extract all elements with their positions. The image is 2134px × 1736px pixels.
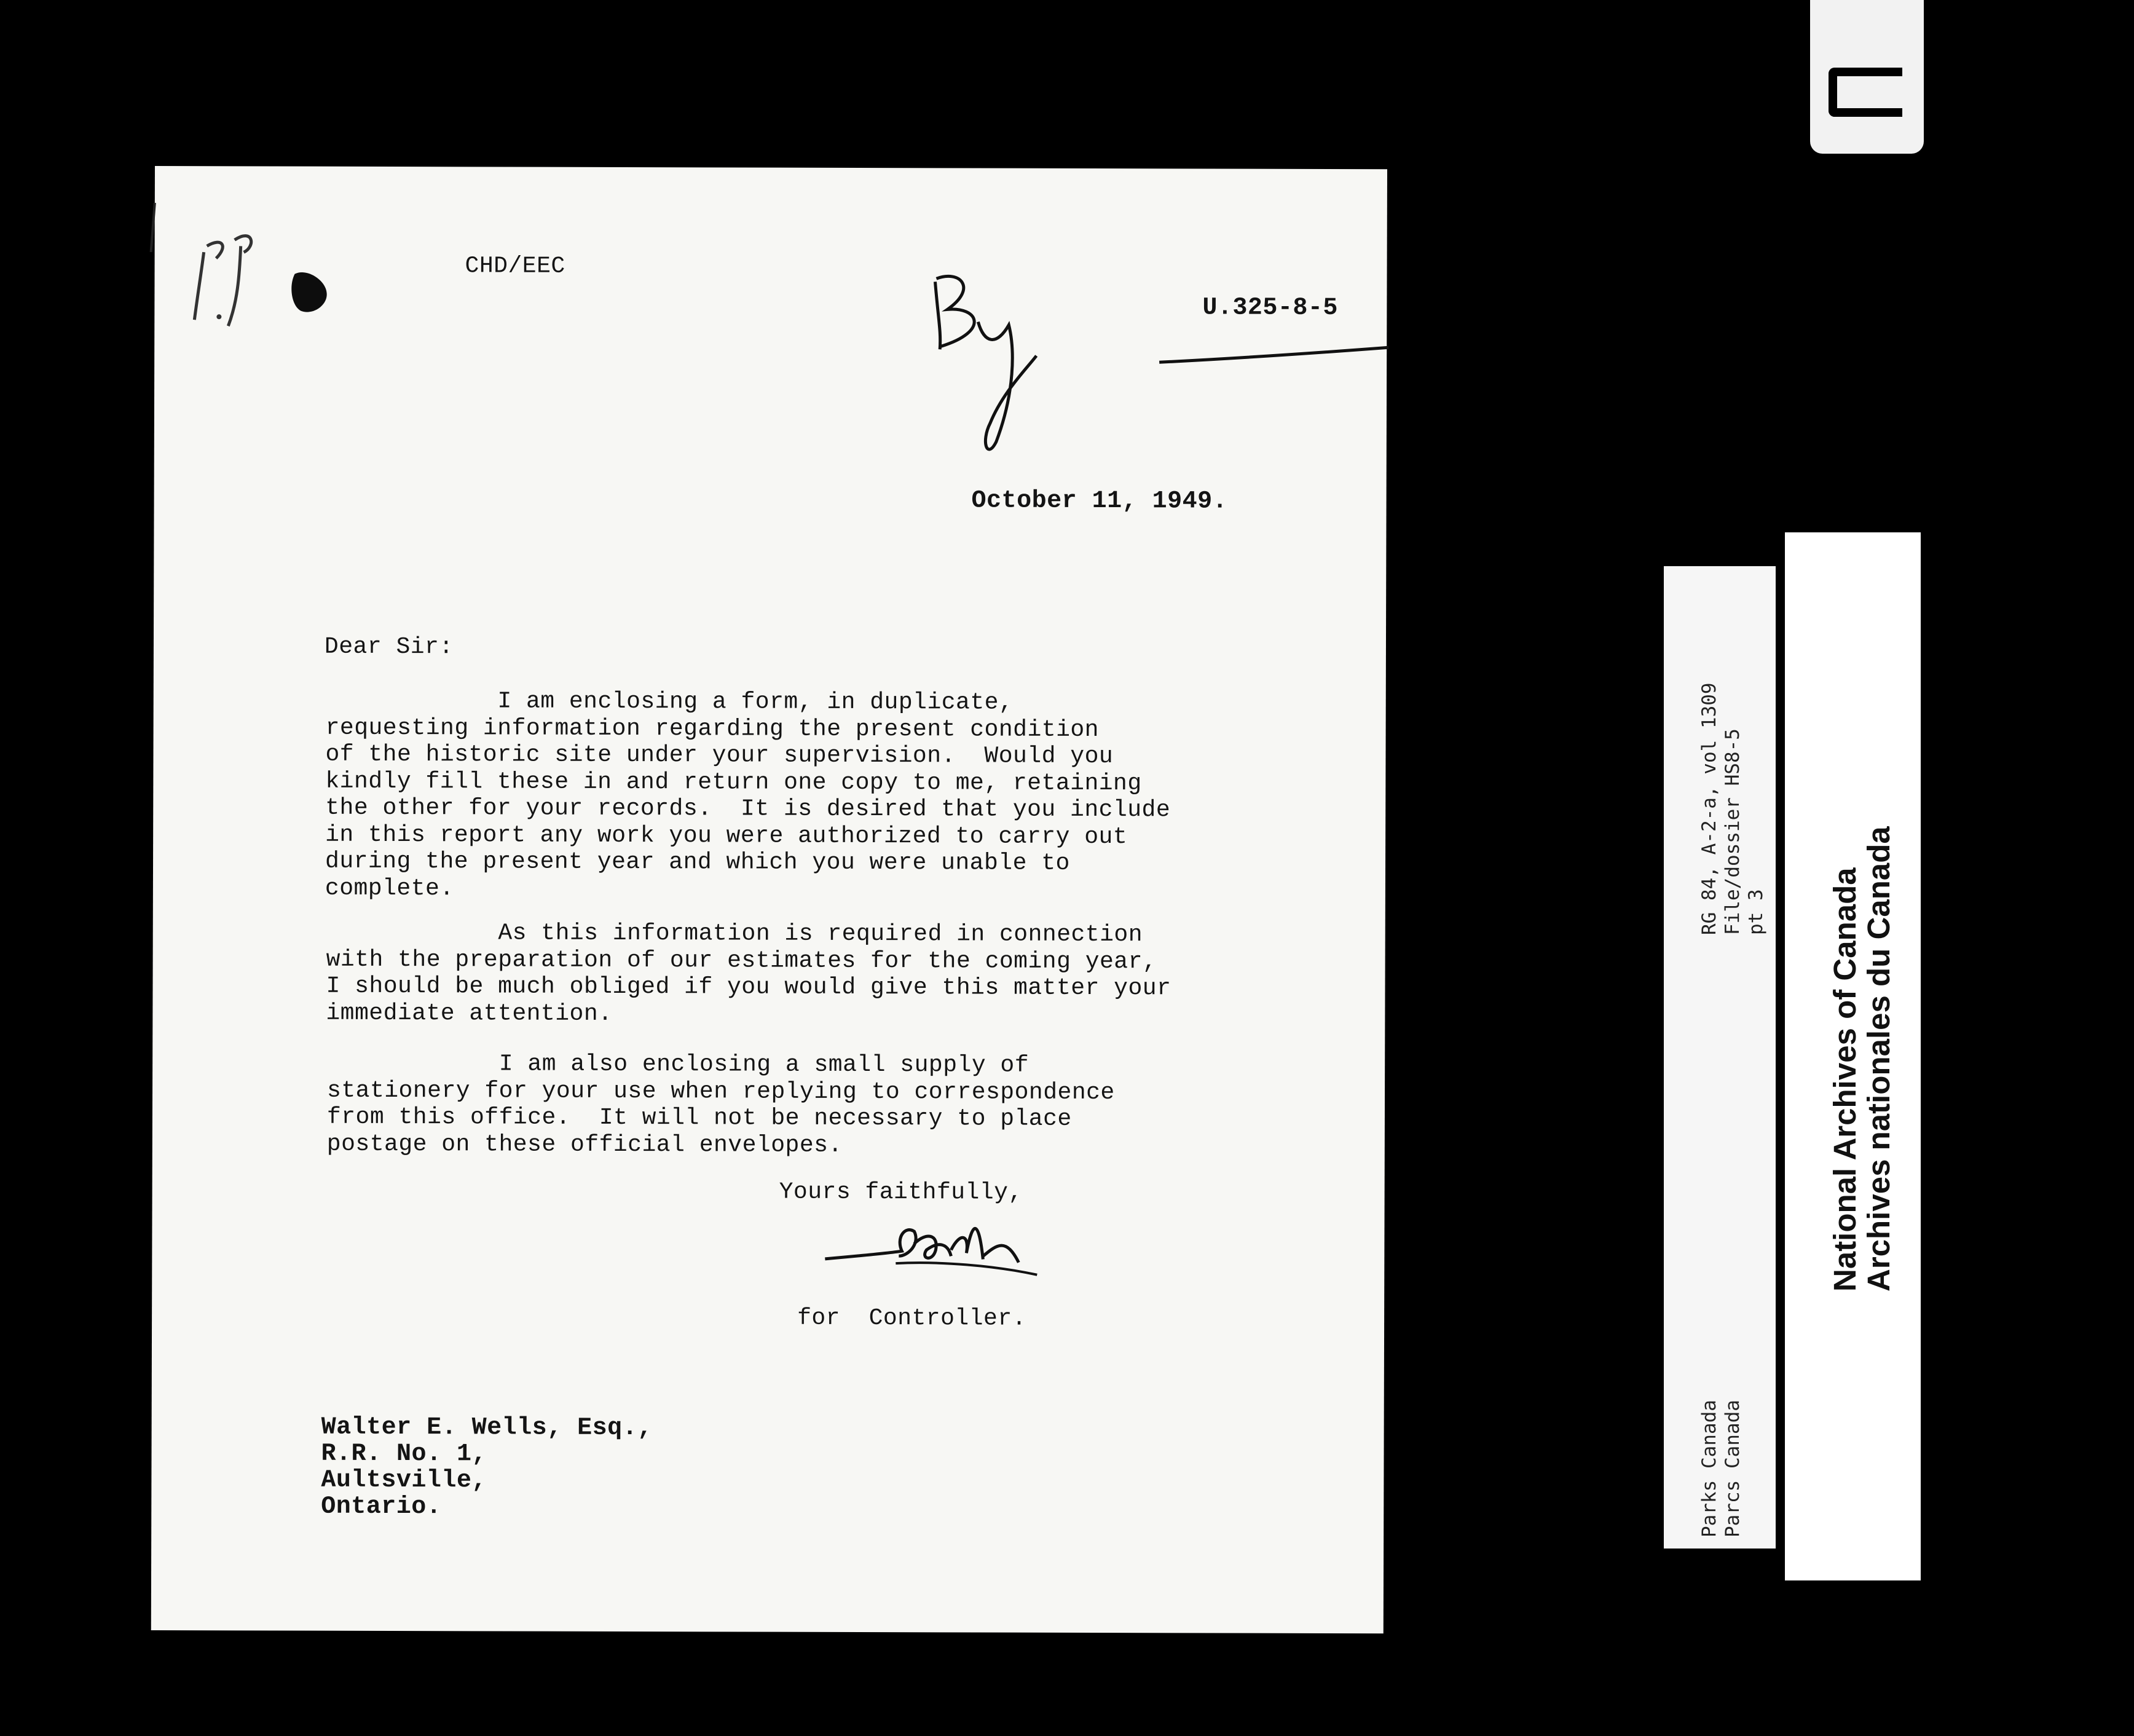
recipient-address [321,1414,653,1521]
letter-date: October 11, 1949. [971,487,1228,516]
archive-reference: RG 84, A-2-a, vol 1309 File/dossier HS8-5 pt 3 [1698,682,1767,935]
signature [822,1207,1049,1287]
closing: Yours faithfully, [779,1178,1023,1206]
signature-caption: for Controller. [797,1304,1027,1332]
paragraph-2: As this information is required in connection with the preparation of our estimates for the coming year, I should be much obliged if you would give this matter your immediate attention. [326,919,1171,1027]
department-label: Parks Canada Parcs Canada [1698,1400,1744,1537]
address-line: Walter E. Wells, Esq., [321,1413,653,1443]
file-number: U.325-8-5 [1202,294,1339,323]
paragraph-3: I am also enclosing a small supply of stationery for your use when replying to correspondence from this office. It will not be necessary to place postage on these official envelopes. [326,1050,1115,1159]
reference-initials: CHD/EEC [465,253,565,280]
institution-name: National Archives of Canada Archives nationales du Canada [1827,826,1896,1292]
address-line: Aultsville, [321,1466,487,1495]
frame-marker-glyph [1829,68,1902,117]
frame-marker [1810,0,1924,154]
institution-strip [1785,532,1921,1580]
handwritten-underline [1156,344,1390,369]
archive-reference-strip [1664,566,1776,1549]
margin-handwritten-initials [148,178,284,339]
letter-page [151,166,1387,1633]
address-line: R.R. No. 1, [321,1440,487,1469]
address-line: Ontario. [321,1493,442,1521]
ink-blot [288,268,331,317]
salutation: Dear Sir: [324,633,454,661]
paragraph-1: I am enclosing a form, in duplicate, requesting information regarding the present condition of the historic site under your supervision. Would you kindly fill these in and return one copy to me, retaining the other for your records. It is desired that you include in this report any work you were authorized to carry out during the present year and which you were unable to complete. [325,687,1171,902]
handwritten-annotation [923,263,1052,467]
